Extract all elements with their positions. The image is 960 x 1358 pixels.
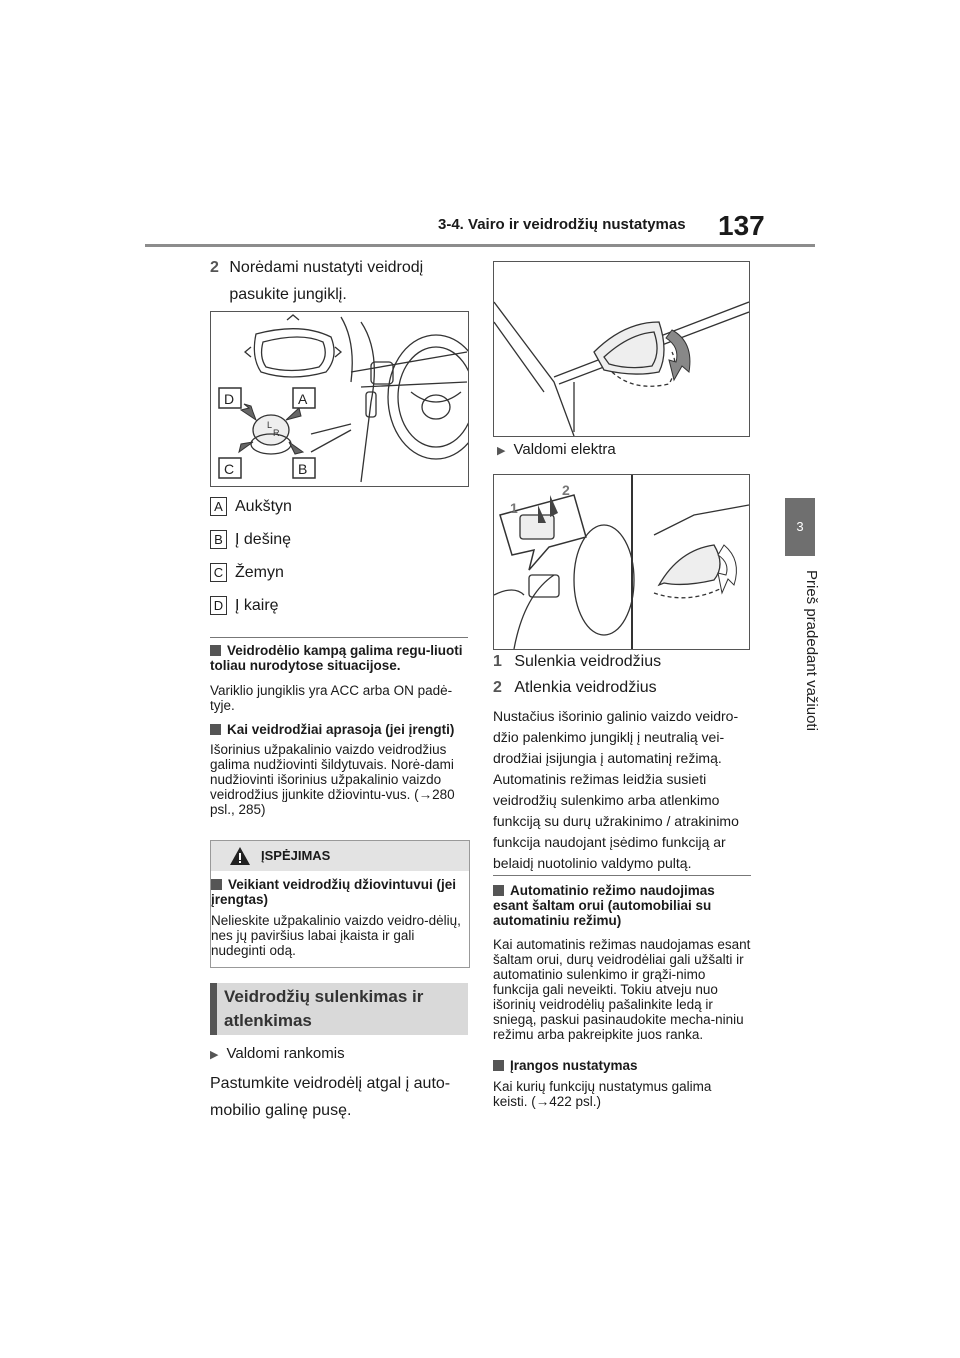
note1-heading: Veidrodėlio kampą galima regu-liuoti toliau nurodytose situacijose. (210, 643, 463, 673)
direction-key: A (210, 497, 227, 516)
square-bullet-icon (493, 885, 504, 896)
note2-body: Išorinius užpakalinio vaizdo veidrodžius galima nudžiovinti šildytuvais. Norė-dami nudžiovinti išorinius užpakalinio vaizdo veidrodžius įjunkite džiovintu-vus. (→280 psl., 285) (210, 742, 455, 817)
section-title-bar (210, 983, 217, 1035)
direction-text: Aukštyn (235, 497, 292, 515)
square-bullet-icon (211, 879, 222, 890)
direction-text: Žemyn (235, 563, 284, 581)
label-b: B (298, 461, 308, 477)
section-header-title: 3-4. Vairo ir veidrodžių nustatymas (438, 216, 686, 233)
step-number: 2 (493, 679, 502, 696)
note4-body: Kai kurių funkcijų nustatymus galima keisti. (→422 psl.) (493, 1079, 712, 1109)
direction-text: Į kairę (235, 596, 279, 614)
warning-body: Nelieskite užpakalinio vaizdo veidro-dėlių, nes jų paviršius labai įkaista ir gali nudeginti odą. (211, 913, 461, 958)
note4-heading: Įrangos nustatymas (493, 1058, 751, 1073)
notes-divider (493, 875, 751, 876)
manual-text: Pastumkite veidrodėlį atgal į auto-mobilio galinę pusę. (210, 1075, 451, 1119)
fold-step (493, 679, 657, 697)
square-bullet-icon (493, 1060, 504, 1071)
fold-step (493, 653, 661, 671)
figure-callout-1: 1 (510, 500, 518, 516)
svg-text:R: R (273, 428, 280, 438)
square-bullet-icon (210, 724, 221, 735)
electric-fold-figure (493, 474, 750, 650)
direction-key: C (210, 563, 227, 582)
direction-item (210, 497, 292, 516)
chapter-title: Prieš pradedant važiuoti (803, 570, 820, 731)
label-a: A (298, 391, 308, 407)
mirror-adjust-illustration (211, 312, 468, 486)
triangle-bullet-icon: ▶ (497, 445, 506, 457)
direction-item (210, 530, 291, 549)
warning-heading: Veikiant veidrodžių džiovintuvui (jei įrengtas) (211, 877, 457, 907)
svg-text:L: L (267, 420, 273, 430)
electric-label: ▶ Valdomi elektra (497, 441, 616, 458)
direction-text: Į dešinę (235, 530, 292, 548)
triangle-bullet-icon: ▶ (210, 1049, 219, 1061)
direction-item (210, 563, 284, 582)
page-number: 137 (718, 210, 765, 241)
section-title-box (210, 983, 468, 1035)
note2-heading: Kai veidrodžiai aprasoja (jei įrengti) (210, 722, 468, 737)
manual-label: ▶ Valdomi rankomis (210, 1045, 345, 1062)
section-title: Veidrodžių sulenkimas ir atlenkimas (224, 987, 424, 1030)
note1-body: Variklio jungiklis yra ACC arba ON padė-tyje. (210, 683, 453, 713)
note3-body: Kai automatinis režimas naudojamas esant šaltam orui, durų veidrodėliai gali užšalti ir automatinio sulenkimo ir grąži-nimo funkcija gali neveikti. Tokiu atveju nuo išorinių veidrodėlių pašalinkite ledą ir sniegą, paskui pasinaudokite mecha-niniu režimu arba pakreipkite juos ranka. (493, 937, 751, 1042)
direction-item (210, 596, 279, 615)
step-text: Sulenkia veidrodžius (514, 653, 662, 670)
step-number: 1 (493, 653, 502, 670)
warning-title: ĮSPĖJIMAS (261, 848, 331, 863)
electric-fold-illustration (494, 475, 749, 649)
mirror-adjust-figure (210, 311, 469, 487)
chapter-tab: 3 (785, 498, 815, 556)
step-2 (210, 254, 450, 308)
step-number: 2 (210, 259, 219, 276)
note3-heading: Automatinio režimo naudojimas esant šaltam orui (automobiliai su automatiniu režimu) (493, 883, 715, 928)
step-text: Norėdami nustatyti veidrodį pasukite jungiklį. (229, 259, 424, 303)
direction-key: D (210, 596, 227, 615)
square-bullet-icon (210, 645, 221, 656)
manual-fold-illustration (494, 262, 749, 436)
notes-divider (210, 637, 468, 638)
direction-key: B (210, 530, 227, 549)
manual-fold-figure (493, 261, 750, 437)
warning-box (210, 840, 470, 968)
figure-callout-2: 2 (562, 482, 570, 498)
header-rule (145, 244, 815, 247)
label-d: D (224, 391, 235, 407)
label-c: C (224, 461, 235, 477)
warning-header (211, 841, 469, 871)
step-text: Atlenkia veidrodžius (514, 679, 657, 696)
warning-triangle-icon (229, 846, 251, 866)
auto-mode-paragraph: Nustačius išorinio galinio vaizdo veidro-džio palenkimo jungiklį į neutralią vei-drodžiai įsijungia į automatinį režimą. Automatinis režimas leidžia susieti veidrodžių sulenkimo arba atlenkimo funkciją su durų užrakinimo / atrakinimo funkcija naudojant įsėdimo funkciją ar belaidį nuotolinio valdymo pultą. (493, 708, 739, 871)
